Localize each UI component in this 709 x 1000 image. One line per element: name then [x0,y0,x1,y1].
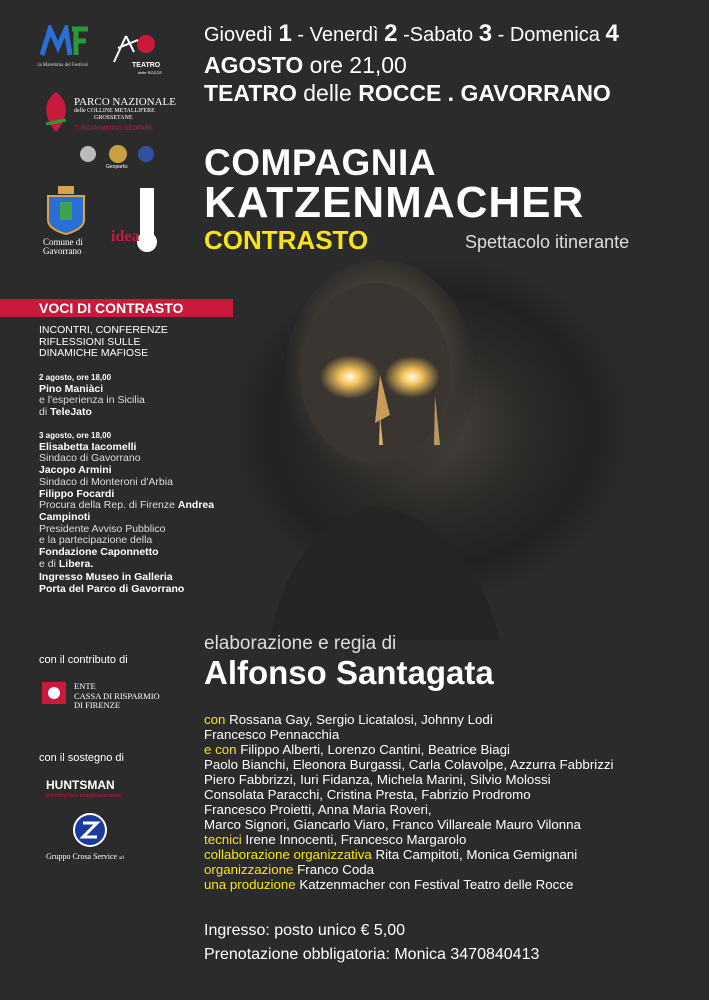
sostegno-label: con il sostegno di [39,752,124,764]
event-month-time: AGOSTO ore 21,00 [204,52,407,78]
voci-day1: 2 agosto, ore 18,00 Pino Maniàci e l'esperienza in Sicilia di TeleJato [39,373,145,419]
director-name: Alfonso Santagata [204,654,494,691]
event-venue: TEATRO delle ROCCE . GAVORRANO [204,80,611,106]
voci-day2: 3 agosto, ore 18,00 Elisabetta Iacomelli Sindaco di Gavorrano Jacopo Armini Sindaco di Monteroni d'Arbia Filippo Focardi Procura della Rep. di Firenze Andrea Campinoti Presidente Avviso Pubblico e la partecipazione della Fondazione Caponnetto e di Libera. [39,431,215,570]
credit-con2: Francesco Pennacchia [204,727,340,742]
huntsman-logo: HUNTSMAN [46,778,115,792]
parco-logo [40,90,72,132]
event-dates: Giovedì 1 - Venerdì 2 -Sabato 3 - Domenica 4 [204,20,619,47]
credit-collab: collaborazione organizzativa Rita Campitoti, Monica Gemignani [204,847,578,862]
crosa-logo [72,812,108,853]
parco-sub1: delle COLLINE METALLIFERE [74,108,155,114]
credit-produzione: una produzione Katzenmacher con Festival Teatro delle Rocce [204,877,574,892]
ticket-price: Ingresso: posto unico € 5,00 [204,922,406,939]
comune-label: Comune di [43,237,83,247]
booking-info: Prenotazione obbligatoria: Monica 3470840413 [204,946,540,963]
huntsman-tagline: Enriching lives through innovation [46,793,121,799]
crosa-label: Gruppo Crosa Service srl [46,852,125,861]
show-subtitle: Spettacolo itinerante [465,232,630,252]
credit-org: organizzazione Franco Coda [204,862,375,877]
marenma-logo [40,25,95,65]
voci-place: Ingresso Museo in Galleria Porta del Parco di Gavorrano [39,571,185,595]
contrib-label: con il contributo di [39,654,128,666]
idea-label: idea [111,228,140,245]
credit-econ2: Paolo Bianchi, Eleonora Burgassi, Carla Colavolpe, Azzurra Fabbrizzi [204,757,614,772]
company-line2: KATZENMACHER [204,178,585,227]
parco-title: PARCO NAZIONALE [74,96,176,108]
marenma-text: la Maremma del Festival [38,63,88,68]
ente-cassa-logo [40,680,68,711]
show-title: CONTRASTO [204,225,369,255]
credit-econ5: Francesco Proietti, Anna Maria Roveri, [204,802,432,817]
voci-title: VOCI DI CONTRASTO [39,300,184,316]
teatro-rocce-label: TEATRO [132,62,161,69]
geoparks-label: Geoparks [106,164,128,170]
performer-figure [230,255,709,640]
elaborazione-label: elaborazione e regia di [204,633,397,654]
comune-label2: Gavorrano [43,246,82,256]
credit-tecnici: tecnici Irene Innocenti, Francesco Margarolo [204,832,467,847]
credit-econ3: Piero Fabbrizzi, Iuri Fidanza, Michela Marini, Silvio Molossi [204,772,551,787]
parco-sub2: GROSSETANE [94,115,133,121]
idea-logo [108,186,163,261]
teatro-rocce-sub: delle ROCCE [138,70,163,75]
comune-crest-icon [44,184,88,241]
ente-cassa-text: ENTE CASSA DI RISPARMIO DI FIRENZE [74,681,160,710]
credit-econ: e con Filippo Alberti, Lorenzo Cantini, Beatrice Biagi [204,742,511,757]
voci-intro: INCONTRI, CONFERENZE RIFLESSIONI SULLE DINAMICHE MAFIOSE [39,324,168,360]
credit-econ4: Consolata Paracchi, Cristina Presta, Fabrizio Prodromo [204,787,531,802]
company-line1: COMPAGNIA [204,142,436,183]
credit-con: con Rossana Gay, Sergio Licatalosi, Johnny Lodi [204,712,493,727]
performer-photo [230,255,709,640]
parco-sub3: TUSCAN MINING GEOPARK [74,126,153,132]
credit-econ6: Marco Signori, Giancarlo Viaro, Franco Villareale Mauro Vilonna [204,817,581,832]
